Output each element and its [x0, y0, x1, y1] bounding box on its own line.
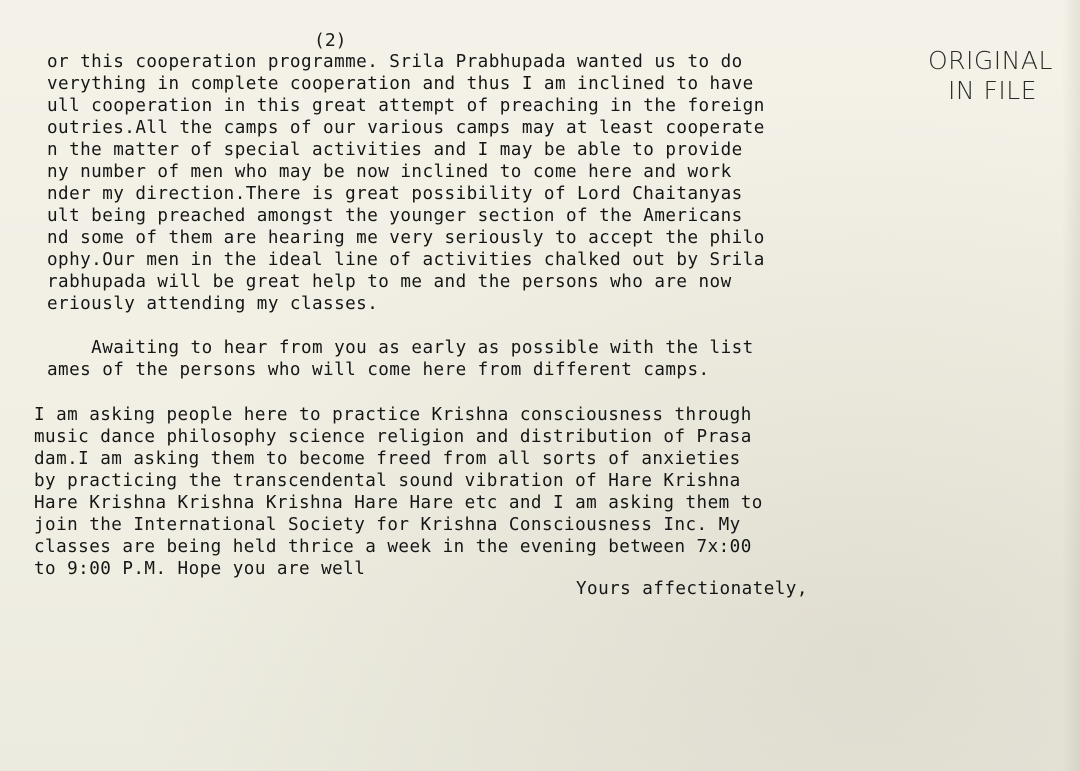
paragraph-1-line: ophy.Our men in the ideal line of activities chalked out by Srila: [47, 250, 765, 270]
page-number: (2): [314, 30, 347, 51]
stamp-line-2: IN FILE: [948, 76, 1037, 105]
paragraph-1-line: eriously attending my classes.: [47, 294, 379, 314]
paragraph-1-line: ult being preached amongst the younger section of the Americans: [47, 206, 743, 226]
paragraph-3-line: join the International Society for Krishna Consciousness Inc. My: [34, 515, 741, 535]
paragraph-1-line: or this cooperation programme. Srila Prabhupada wanted us to do: [47, 52, 743, 72]
paragraph-3-line: by practicing the transcendental sound vibration of Hare Krishna: [34, 471, 741, 491]
paragraph-1-line: nd some of them are hearing me very seriously to accept the philo: [47, 228, 765, 248]
original-in-file-stamp: [928, 46, 1053, 106]
paragraph-1-line: rabhupada will be great help to me and the persons who are now: [47, 272, 732, 292]
paragraph-1-line: ny number of men who may be now inclined to come here and work: [47, 162, 732, 182]
page-edge-shadow: [1062, 0, 1080, 771]
paragraph-2-line: ames of the persons who will come here from different camps.: [47, 360, 710, 380]
paragraph-2-line: Awaiting to hear from you as early as possible with the list: [47, 338, 754, 358]
paragraph-1-line: ull cooperation in this great attempt of preaching in the foreign: [47, 96, 765, 116]
stamp-line-1: ORIGINAL: [928, 46, 1053, 75]
paragraph-1-line: n the matter of special activities and I may be able to provide: [47, 140, 743, 160]
paragraph-3-line: music dance philosophy science religion and distribution of Prasa: [34, 427, 752, 447]
closing-signature-line: Yours affectionately,: [576, 579, 808, 599]
paragraph-3-line: I am asking people here to practice Krishna consciousness through: [34, 405, 752, 425]
paragraph-3-line: classes are being held thrice a week in the evening between 7x:00: [34, 537, 752, 557]
paragraph-1-line: outries.All the camps of our various camps may at least cooperate: [47, 118, 765, 138]
paragraph-1-line: verything in complete cooperation and thus I am inclined to have: [47, 74, 754, 94]
paragraph-3-line: to 9:00 P.M. Hope you are well: [34, 559, 366, 579]
paragraph-1-line: nder my direction.There is great possibility of Lord Chaitanyas: [47, 184, 743, 204]
paragraph-3-line: dam.I am asking them to become freed from all sorts of anxieties: [34, 449, 741, 469]
paragraph-3-line: Hare Krishna Krishna Krishna Hare Hare etc and I am asking them to: [34, 493, 763, 513]
